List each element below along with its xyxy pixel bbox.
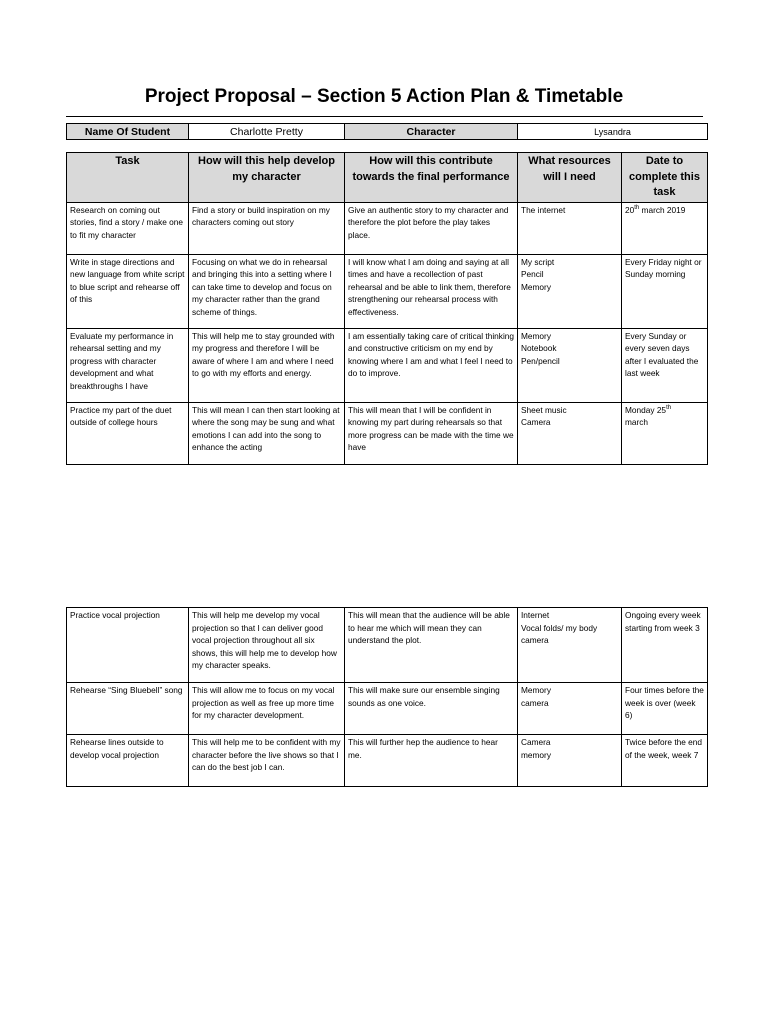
table-row: [67, 202, 708, 254]
column-header: How will this contribute towards the final performance: [345, 153, 518, 203]
resources-cell: Sheet music Camera: [518, 402, 622, 464]
task-cell: Research on coming out stories, find a story / make one to fit my character: [67, 202, 189, 254]
resources-cell: The internet: [518, 202, 622, 254]
resources-cell: Internet Vocal folds/ my body camera: [518, 608, 622, 683]
task-cell: Practice my part of the duet outside of college hours: [67, 402, 189, 464]
date-cell: Monday 25th march: [622, 402, 708, 464]
develop-cell: This will help me develop my vocal projection so that I can deliver good vocal projection throughout all six shows, this will help me to develop how my character speaks.: [189, 608, 345, 683]
develop-cell: This will mean I can then start looking at where the song may be sung and what emotions I can add into the song to enhance the acting: [189, 402, 345, 464]
task-cell: Evaluate my performance in rehearsal setting and my progress with character development and what breakthroughs I have: [67, 328, 189, 402]
develop-cell: Find a story or build inspiration on my characters coming out story: [189, 202, 345, 254]
contribute-cell: This will mean that I will be confident in knowing my part during rehearsals so that more progress can be made with the time we have: [345, 402, 518, 464]
column-header: How will this help develop my character: [189, 153, 345, 203]
develop-cell: This will allow me to focus on my vocal projection as well as free up more time for my character development.: [189, 683, 345, 735]
date-cell: Ongoing every week starting from week 3: [622, 608, 708, 683]
develop-cell: This will help me to stay grounded with my progress and therefore I will be aware of where I am and where I need to go with my efforts and energy.: [189, 328, 345, 402]
table-row: [67, 683, 708, 735]
table-row: [67, 608, 708, 683]
task-cell: Rehearse “Sing Bluebell” song: [67, 683, 189, 735]
task-cell: Practice vocal projection: [67, 608, 189, 683]
title-divider: [66, 116, 703, 117]
column-header: What resources will I need: [518, 153, 622, 203]
table-row: [67, 328, 708, 402]
name-value: Charlotte Pretty: [189, 124, 345, 140]
date-cell: Twice before the end of the week, week 7: [622, 735, 708, 787]
date-cell: 20th march 2019: [622, 202, 708, 254]
develop-cell: This will help me to be confident with my character before the live shows so that I can do the best job I can.: [189, 735, 345, 787]
date-cell: Four times before the week is over (week 6): [622, 683, 708, 735]
resources-cell: Memory Notebook Pen/pencil: [518, 328, 622, 402]
student-info-table: [66, 123, 708, 140]
table-row: [67, 402, 708, 464]
contribute-cell: This will make sure our ensemble singing sounds as one voice.: [345, 683, 518, 735]
resources-cell: Memory camera: [518, 683, 622, 735]
date-cell: Every Sunday or every seven days after I evaluated the last week: [622, 328, 708, 402]
date-cell: Every Friday night or Sunday morning: [622, 254, 708, 328]
action-plan-table-continued: [66, 607, 708, 787]
contribute-cell: I am essentially taking care of critical thinking and constructive criticism on my end by knowing where I am and what I feel I need to do to improve.: [345, 328, 518, 402]
page-title: Project Proposal – Section 5 Action Plan & Timetable: [144, 86, 624, 107]
table-row: [67, 254, 708, 328]
develop-cell: Focusing on what we do in rehearsal and bringing this into a setting where I can take time to develop and focus on my character rather than the grand scheme of things.: [189, 254, 345, 328]
contribute-cell: This will further hep the audience to hear me.: [345, 735, 518, 787]
contribute-cell: I will know what I am doing and saying at all times and have a recollection of past rehearsal and be able to link them, therefore strengthening our rehearsal process with effectiveness.: [345, 254, 518, 328]
contribute-cell: Give an authentic story to my character and therefore the plot before the play takes place.: [345, 202, 518, 254]
resources-cell: My script Pencil Memory: [518, 254, 622, 328]
contribute-cell: This will mean that the audience will be able to hear me which will mean they can understand the plot.: [345, 608, 518, 683]
column-header: Date to complete this task: [622, 153, 708, 203]
action-plan-table: [66, 152, 708, 465]
column-header: Task: [67, 153, 189, 203]
name-label: Name Of Student: [67, 124, 189, 140]
character-label: Character: [345, 124, 518, 140]
task-cell: Rehearse lines outside to develop vocal projection: [67, 735, 189, 787]
character-value: Lysandra: [518, 124, 708, 140]
task-cell: Write in stage directions and new language from white script to blue script and rehearse off of this: [67, 254, 189, 328]
header-row: [67, 153, 708, 203]
resources-cell: Camera memory: [518, 735, 622, 787]
table-row: [67, 735, 708, 787]
